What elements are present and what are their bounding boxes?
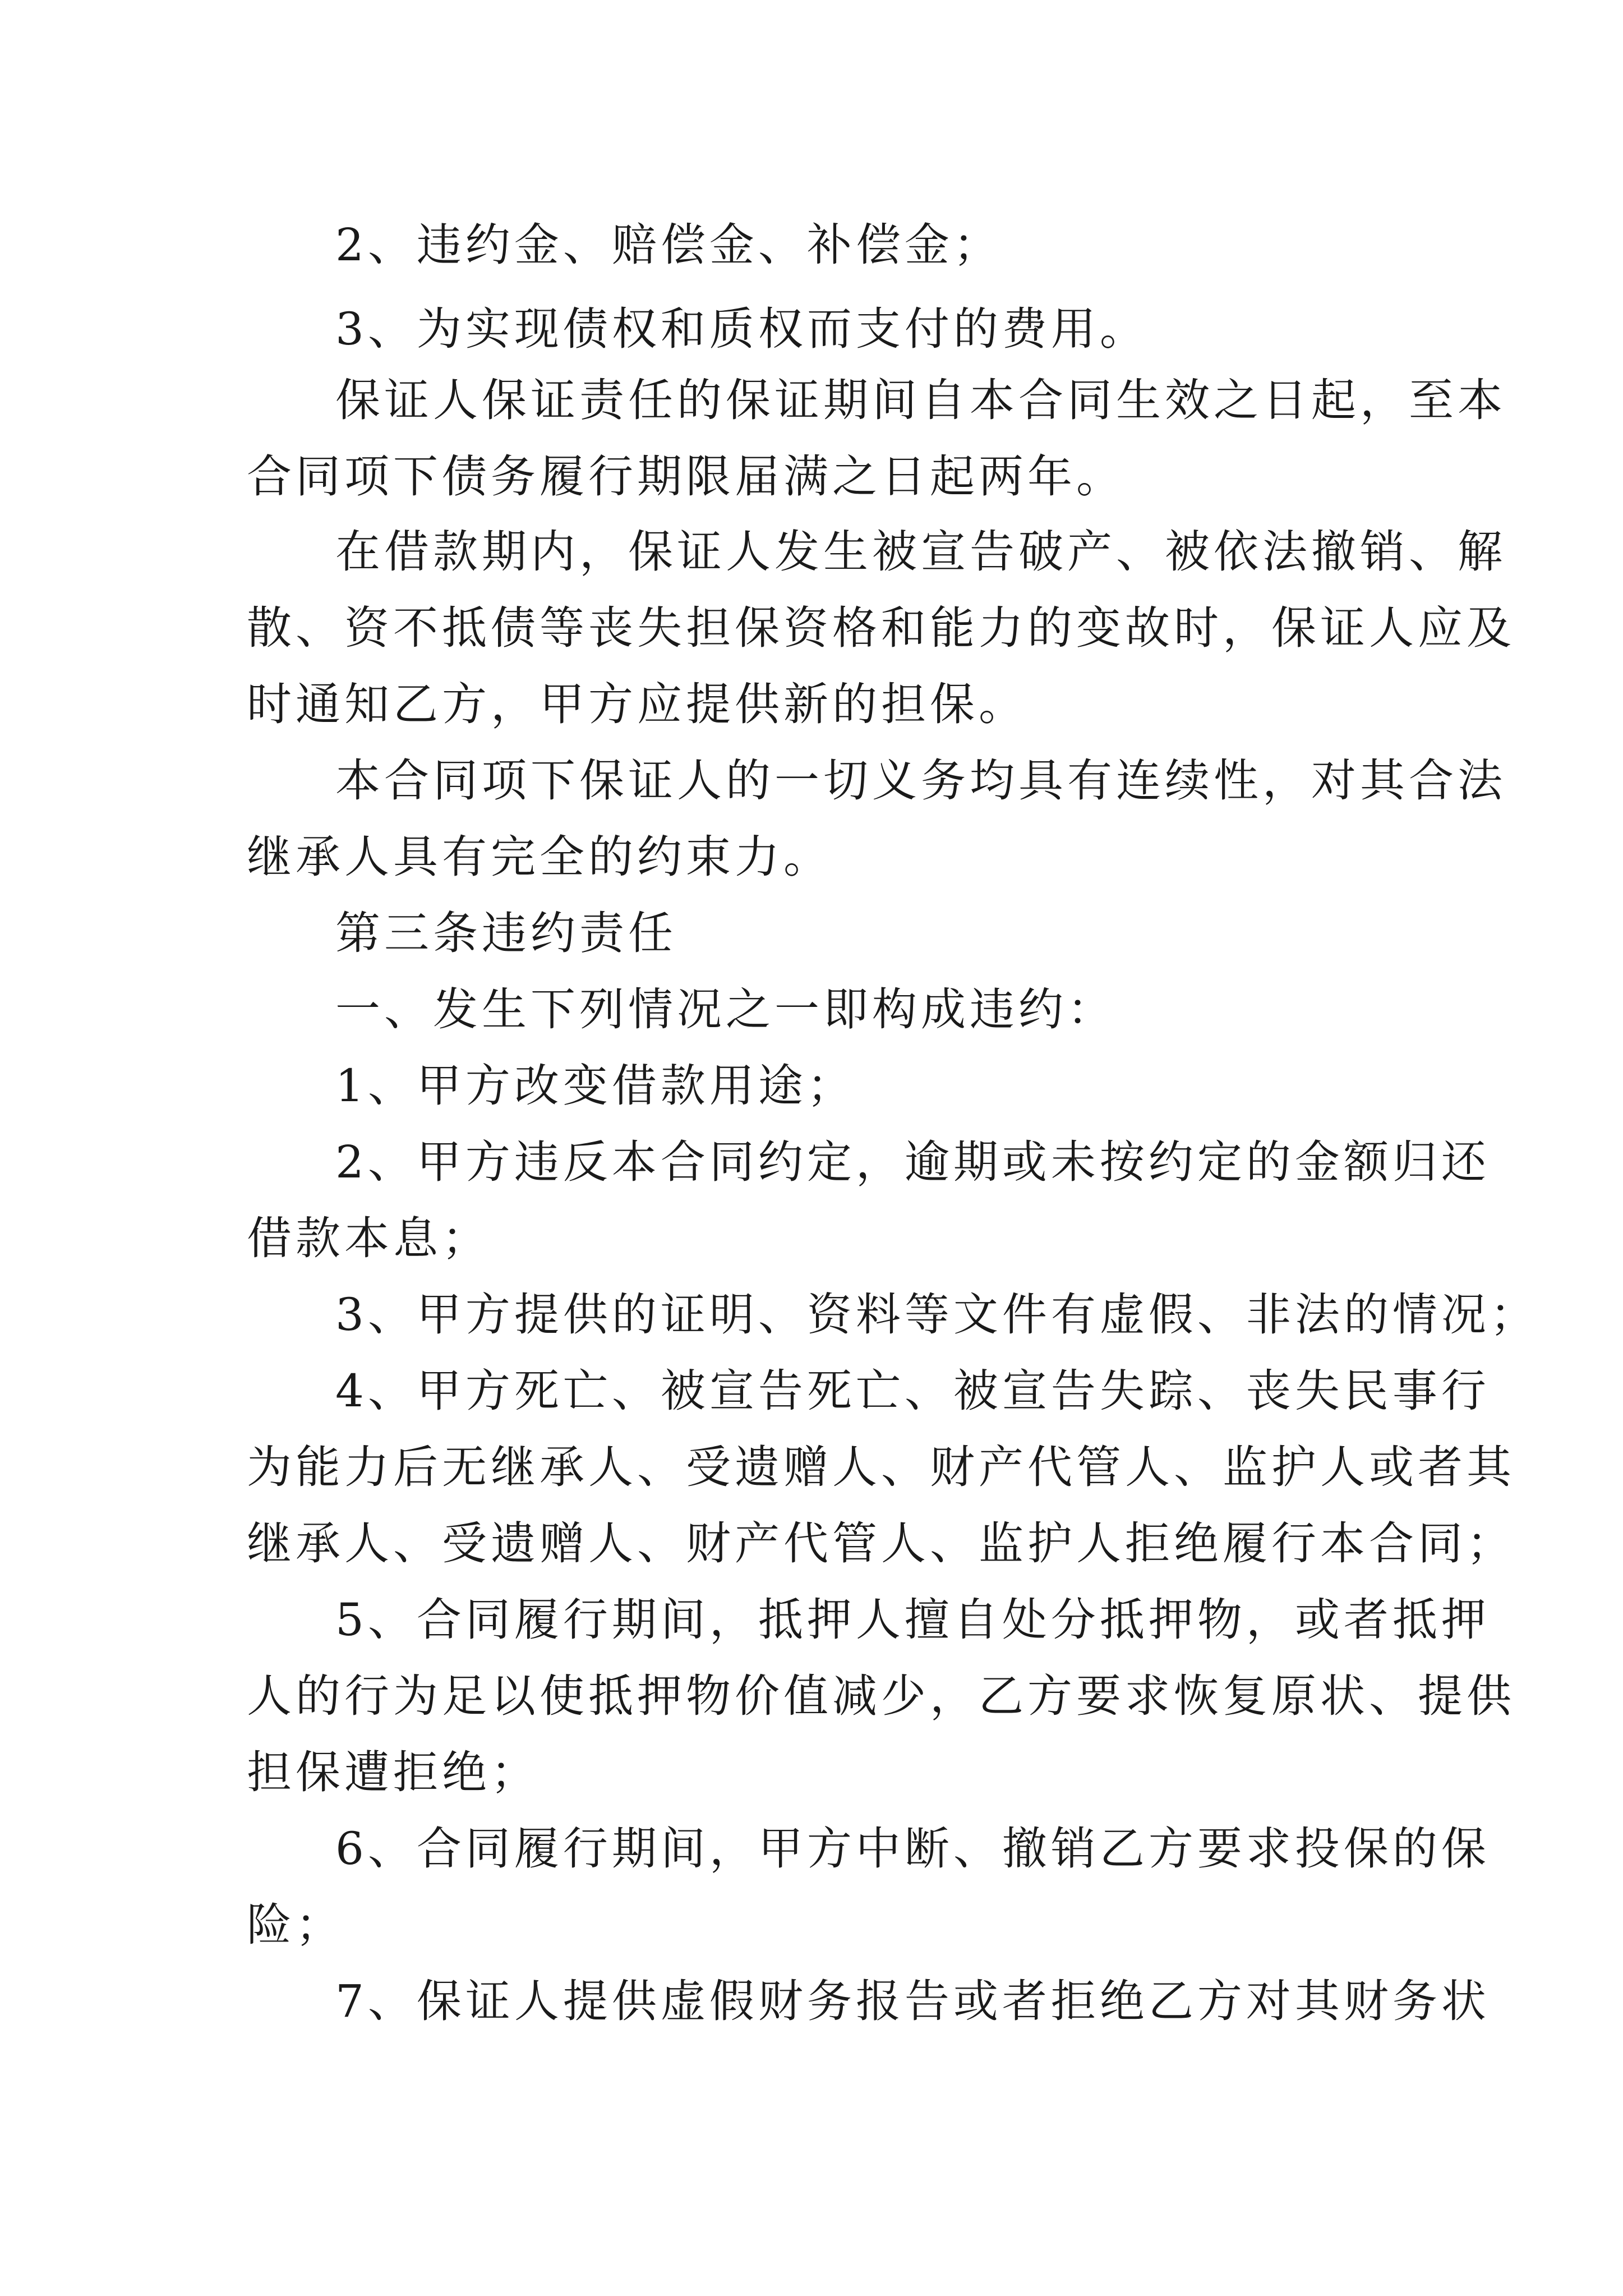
text-line-12: 1、甲方改变借款用途； — [335, 1060, 856, 1112]
text-line-18: 继承人、受遗赠人、财产代管人、监护人拒绝履行本合同； — [247, 1517, 1515, 1570]
text-line-1: 2、违约金、赔偿金、补偿金； — [335, 219, 1002, 271]
text-line-2: 3、为实现债权和质权而支付的费用。 — [335, 303, 1149, 355]
text-line-16: 4、甲方死亡、被宣告死亡、被宣告失踪、丧失民事行 — [335, 1365, 1490, 1417]
text-line-10: 第三条违约责任 — [335, 907, 677, 959]
text-line-9: 继承人具有完全的约束力。 — [247, 831, 832, 883]
text-line-21: 担保遭拒绝； — [247, 1746, 540, 1798]
text-line-8: 本合同项下保证人的一切义务均具有连续性，对其合法 — [335, 754, 1506, 807]
text-line-17: 为能力后无继承人、受遗赠人、财产代管人、监护人或者其 — [247, 1441, 1515, 1493]
text-line-20: 人的行为足以使抵押物价值减少，乙方要求恢复原状、提供 — [247, 1670, 1515, 1722]
text-line-19: 5、合同履行期间，抵押人擅自处分抵押物，或者抵押 — [335, 1594, 1490, 1646]
text-line-5: 在借款期内，保证人发生被宣告破产、被依法撤销、解 — [335, 526, 1506, 578]
text-line-6: 散、资不抵债等丧失担保资格和能力的变故时，保证人应及 — [247, 602, 1515, 654]
text-line-22: 6、合同履行期间，甲方中断、撤销乙方要求投保的保 — [335, 1823, 1490, 1875]
text-line-11: 一、发生下列情况之一即构成违约： — [335, 983, 1116, 1036]
text-line-13: 2、甲方违反本合同约定，逾期或未按约定的金额归还 — [335, 1136, 1490, 1188]
text-line-3: 保证人保证责任的保证期间自本合同生效之日起，至本 — [335, 374, 1506, 426]
text-line-23: 险； — [247, 1899, 344, 1951]
text-line-4: 合同项下债务履行期限届满之日起两年。 — [247, 450, 1125, 503]
text-line-14: 借款本息； — [247, 1212, 491, 1264]
text-line-7: 时通知乙方，甲方应提供新的担保。 — [247, 678, 1027, 730]
text-line-15: 3、甲方提供的证明、资料等文件有虚假、非法的情况； — [335, 1289, 1539, 1341]
text-line-24: 7、保证人提供虚假财务报告或者拒绝乙方对其财务状 — [335, 1975, 1490, 2027]
